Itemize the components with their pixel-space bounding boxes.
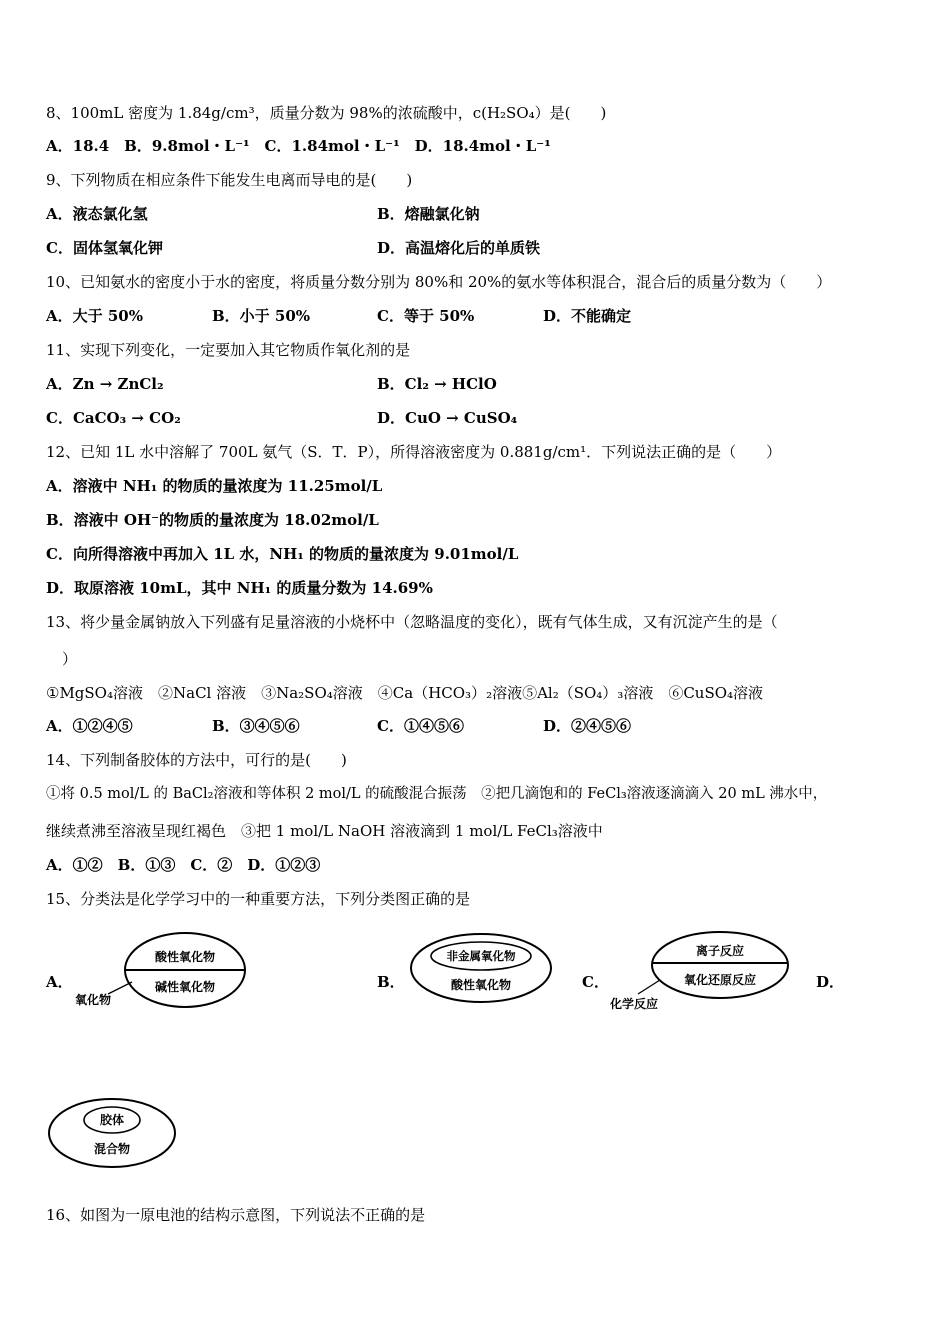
q15-figure-d	[44, 1093, 184, 1173]
q12-option-b: B．溶液中 OH⁻的物质的量浓度为 18.02mol/L	[46, 511, 379, 529]
q13-items: ①MgSO₄溶液 ②NaCl 溶液 ③Na₂SO₄溶液 ④Ca（HCO₃）₂溶液⑤Al₂（SO₄）₃溶液 ⑥CuSO₄溶液	[46, 684, 764, 702]
q11-option-a: A．Zn → ZnCl₂	[46, 375, 164, 393]
q14-stem: 14、下列制备胶体的方法中，可行的是( )	[46, 751, 347, 769]
q9-option-c: C．固体氢氧化钾	[46, 239, 163, 257]
q15-option-a-label: A．	[46, 973, 73, 991]
q15-option-b-label: B．	[377, 973, 405, 991]
q13-option-a: A．①②④⑤	[46, 717, 133, 735]
q12-stem: 12、已知 1L 水中溶解了 700L 氨气（S．T．P），所得溶液密度为 0.881g/cm¹．下列说法正确的是（ ）	[46, 443, 782, 461]
q15-stem: 15、分类法是化学学习中的一种重要方法，下列分类图正确的是	[46, 890, 471, 908]
q15-figure-a	[70, 928, 250, 1018]
q13-option-d: D．②④⑤⑥	[543, 717, 632, 735]
q10-option-c: C．等于 50%	[377, 307, 475, 325]
q10-option-b: B．小于 50%	[212, 307, 311, 325]
q15-figure-b	[405, 928, 560, 1008]
q12-option-c: C．向所得溶液中再加入 1L 水，NH₁ 的物质的量浓度为 9.01mol/L	[46, 545, 519, 563]
q10-stem: 10、已知氨水的密度小于水的密度，将质量分数分别为 80%和 20%的氨水等体积混合，混合后的质量分数为（ ）	[46, 273, 832, 291]
q13-option-c: C．①④⑤⑥	[377, 717, 464, 735]
fig-b-inner-label: 非金属氧化物	[446, 949, 516, 963]
q8-stem: 8、100mL 密度为 1.84g/cm³，质量分数为 98%的浓硫酸中，c(H₂SO₄）是( )	[46, 104, 607, 122]
q13-stem-end: ）	[62, 650, 78, 668]
fig-a-top-label: 酸性氧化物	[154, 950, 216, 964]
q10-option-d: D．不能确定	[543, 307, 632, 325]
fig-c-outer-label: 化学反应	[610, 997, 659, 1011]
q9-option-d: D．高温熔化后的单质铁	[377, 239, 541, 257]
fig-d-outer-label: 混合物	[93, 1142, 131, 1156]
q14-line2: 继续煮沸至溶液呈现红褐色 ③把 1 mol/L NaOH 溶液滴到 1 mol/L FeCl₃溶液中	[46, 822, 603, 840]
q11-stem: 11、实现下列变化，一定要加入其它物质作氧化剂的是	[46, 341, 411, 359]
q11-option-d: D．CuO → CuSO₄	[377, 409, 518, 427]
q9-option-b: B．熔融氯化钠	[377, 205, 480, 223]
q15-option-d-label: D．	[816, 973, 845, 991]
q9-stem: 9、下列物质在相应条件下能发生电离而导电的是( )	[46, 171, 413, 189]
q15-figure-c	[600, 928, 800, 1018]
fig-d-inner-label: 胶体	[99, 1113, 125, 1127]
fig-a-bottom-label: 碱性氧化物	[154, 980, 216, 994]
q11-option-c: C．CaCO₃ → CO₂	[46, 409, 181, 427]
fig-b-outer-label: 酸性氧化物	[450, 978, 512, 992]
q12-option-d: D．取原溶液 10mL，其中 NH₁ 的质量分数为 14.69%	[46, 579, 433, 597]
q15-option-c-label: C．	[582, 973, 609, 991]
q13-stem: 13、将少量金属钠放入下列盛有足量溶液的小烧杯中（忽略温度的变化），既有气体生成，又有沉淀产生的是（	[46, 613, 778, 631]
q14-line1: ①将 0.5 mol/L 的 BaCl₂溶液和等体积 2 mol/L 的硫酸混合振荡 ②把几滴饱和的 FeCl₃溶液逐滴滴入 20 mL 沸水中，	[46, 786, 828, 802]
q11-option-b: B．Cl₂ → HClO	[377, 375, 497, 393]
fig-c-bottom-label: 氧化还原反应	[683, 973, 757, 987]
q8-options: A．18.4 B．9.8mol・L⁻¹ C．1.84mol・L⁻¹ D．18.4mol・L⁻¹	[46, 137, 551, 155]
fig-c-top-label: 离子反应	[695, 944, 745, 958]
q10-option-a: A．大于 50%	[46, 307, 143, 325]
q12-option-a: A．溶液中 NH₁ 的物质的量浓度为 11.25mol/L	[46, 477, 383, 495]
q9-option-a: A．液态氯化氢	[46, 205, 148, 223]
q16-stem: 16、如图为一原电池的结构示意图，下列说法不正确的是	[46, 1206, 426, 1224]
fig-a-outer-label: 氧化物	[75, 993, 112, 1007]
q13-option-b: B．③④⑤⑥	[212, 717, 300, 735]
q14-options: A．①② B．①③ C．② D．①②③	[46, 856, 321, 874]
